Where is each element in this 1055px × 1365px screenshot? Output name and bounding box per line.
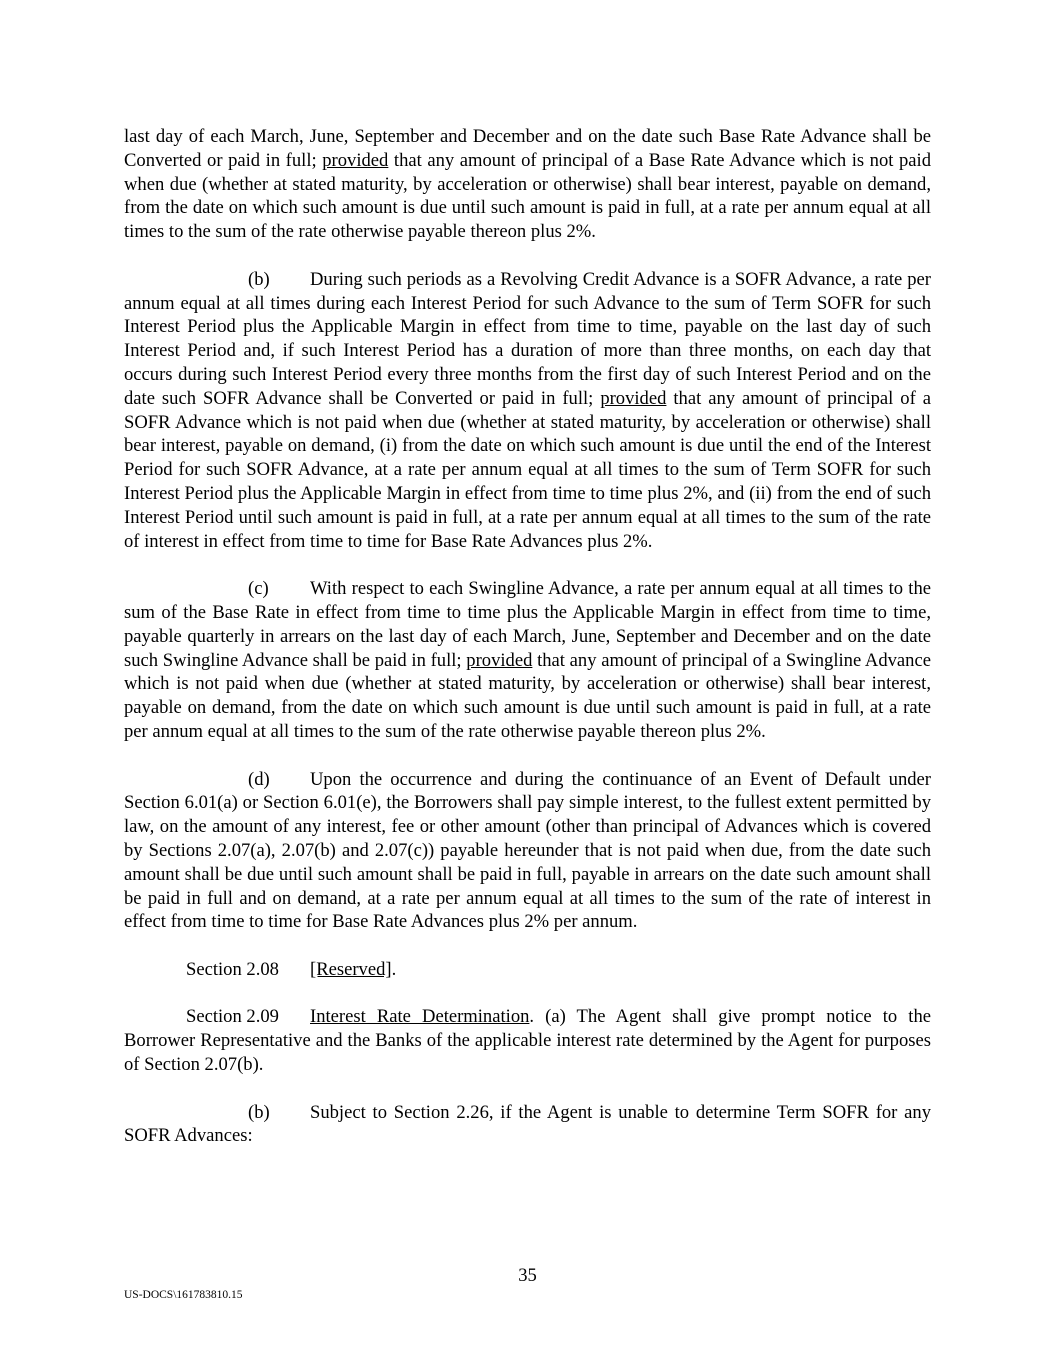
section-2-09: Section 2.09 Interest Rate Determination. (a) The Agent shall give prompt notice to the Borrower Representative and the Banks of the applicable interest rate determined by the Agent for purposes of Section 2.07(b). <box>124 1006 931 1076</box>
section-2-08: Section 2.08 [Reserved]. <box>186 958 397 980</box>
clause-label: (b) <box>248 1101 270 1123</box>
paragraph-d-default-interest: (d) Upon the occurrence and during the continuance of an Event of Default under Section 6.01(a) or Section 6.01(e), the Borrowers shall pay simple interest, to the fullest extent permitted by law, on the amount of any interest, fee or other amount (other than principal of Advances which is covered by Sections 2.07(a), 2.07(b) and 2.07(c)) payable hereunder that is not paid when due, from the date such amount shall be due until such amount shall be paid in full, payable in arrears on the date such amount shall be paid in full and on demand, at a rate per annum equal at all times to the sum of the rate of interest in effect from time to time for Base Rate Advances plus 2% per annum. <box>124 768 931 933</box>
clause-label: (c) <box>248 578 269 600</box>
paragraph-b-term-sofr: (b) Subject to Section 2.26, if the Agent is unable to determine Term SOFR for any SOFR Advances: <box>124 1101 931 1147</box>
section-title: [Reserved] <box>310 958 392 980</box>
section-number: Section 2.09 <box>186 1006 279 1028</box>
provided-term: provided <box>322 149 389 171</box>
paragraph-continuation: last day of each March, June, September and December and on the date such Base Rate Advance shall be Converted or paid in full; provided that any amount of principal of a Base Rate Advance which is not paid when due (whether at stated maturity, by acceleration or otherwise) shall bear interest, payable on demand, from the date on which such amount is due until such amount is paid in full, at a rate per annum equal at all times to the sum of the rate otherwise payable thereon plus 2%. <box>124 126 931 243</box>
section-number: Section 2.08 <box>186 958 279 980</box>
section-title: Interest Rate Determination <box>310 1006 530 1028</box>
document-body <box>124 125 931 1172</box>
provided-term: provided <box>466 649 533 671</box>
paragraph-b-sofr-advances: (b) During such periods as a Revolving Credit Advance is a SOFR Advance, a rate per annum equal at all times during each Interest Period for such Advance to the sum of Term SOFR for such Interest Period plus the Applicable Margin in effect from time to time, payable on the last day of such Interest Period and, if such Interest Period has a duration of more than three months, on each day that occurs during such Interest Period every three months from the first day of such Interest Period and on the date such SOFR Advance shall be Converted or paid in full; provided that any amount of principal of a SOFR Advance which is not paid when due (whether at stated maturity, by acceleration or otherwise) shall bear interest, payable on demand, (i) from the date on which such amount is due until the end of the Interest Period for such SOFR Advance, at a rate per annum equal at all times to the sum of Term SOFR for such Interest Period plus the Applicable Margin in effect from time to time plus 2%, and (ii) from the end of such Interest Period until such amount is paid in full, at a rate per annum equal at all times to the sum of the rate of interest in effect from time to time for Base Rate Advances plus 2%. <box>124 268 931 552</box>
document-id: US-DOCS\161783810.15 <box>124 1289 243 1301</box>
page-number: 35 <box>518 1265 537 1286</box>
paragraph-c-swingline-advances: (c) With respect to each Swingline Advance, a rate per annum equal at all times to the sum of the Base Rate in effect from time to time plus the Applicable Margin in effect from time to time, payable quarterly in arrears on the last day of each March, June, September and December and on the date such Swingline Advance shall be paid in full; provided that any amount of principal of a Swingline Advance which is not paid when due (whether at stated maturity, by acceleration or otherwise) shall bear interest, payable on demand, from the date on which such amount is due until such amount is paid in full, at a rate per annum equal at all times to the sum of the rate otherwise payable thereon plus 2%. <box>124 578 931 742</box>
clause-label: (d) <box>248 768 270 790</box>
provided-term: provided <box>600 387 667 409</box>
clause-label: (b) <box>248 268 270 290</box>
